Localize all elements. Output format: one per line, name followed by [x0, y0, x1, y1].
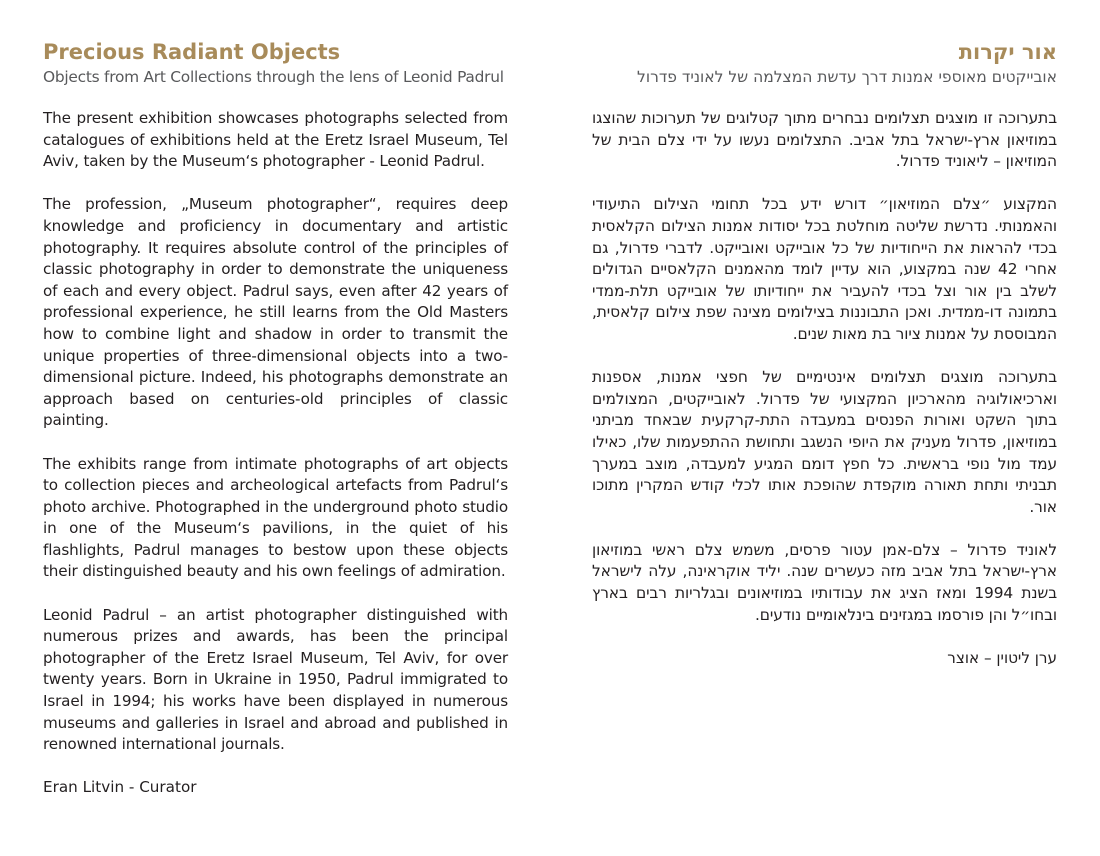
english-signature: Eran Litvin - Curator: [43, 778, 197, 797]
english-paragraph-4: Leonid Padrul – an artist photographer distinguished with numerous prizes and awards, has been the principal photographer of the Eretz Israel Museum, Tel Aviv, for over twenty years. Born in Ukraine in 1950, Padrul immigrated to Israel in 1994; his works have been displayed in numerous museums and galleries in Israel and abroad and published in renowned international journals.: [43, 605, 508, 754]
hebrew-paragraph-1: בתערוכה זו מוצגים תצלומים נבחרים מתוך קטלוגים של תערוכות שהוצגו במוזיאון ארץ-ישראל בתל אביב. התצלומים נעשו על ידי צלם הבית של המוזיאון – ליאוניד פדרול.: [592, 109, 1057, 171]
hebrew-paragraph-2: המקצוע ״צלם המוזיאון״ דורש ידע בכל תחומי הצילום התיעודי והאמנותי. נדרשת שליטה מוחלטת בכל יסודות אמנות הצילום הקלאסית בכדי להראות את הייחודיות של כל אובייקט ואובייקט. לדברי פדרול, גם אחרי 42 שנה במקצוע, הוא עדיין לומד מהאמנים הקלאסיים הגדולים לשלב בין אור וצל בכדי להעביר את ייחודיותו של אובייקט תלת-ממדי בתמונה דו-ממדית. ואכן התבוננות בצילומים מצינה שפת צילום קלאסית, המבוססת על אמנות ציור בת מאות שנים.: [592, 195, 1057, 343]
english-paragraph-3: The exhibits range from intimate photographs of art objects to collection pieces and archeological artefacts from Padrul‘s photo archive. Photographed in the underground photo studio in one of the Museum‘s pavilions, in the quiet of his flashlights, Padrul manages to bestow upon these objects their distinguished beauty and his own feelings of admiration.: [43, 454, 508, 581]
hebrew-column: [592, 38, 1057, 669]
hebrew-subtitle: אובייקטים מאוספי אמנות דרך עדשת המצלמה של לאוניד פדרול: [637, 68, 1057, 86]
english-subtitle: Objects from Art Collections through the lens of Leonid Padrul: [43, 68, 504, 86]
hebrew-paragraph-3: בתערוכה מוצגים תצלומים אינטימיים של חפצי אמנות, אספנות וארכיאולוגיה מהארכיון המקצועי של פדרול. לאובייקטים, המצולמים בתוך השקט ואורות הפנסים במעבדה התת-קרקעית שבאחד מביתני במוזיאון, פדרול מעניק את היופי הנשגב ותחושת ההתפעמות שלו, כאילו עמד מול נופי בראשית. כל חפץ דומם המגיע למעבדה, מוצב במערך תבניתי ותחת תאורה מוקפדת שהופכת אותו לכלי קודש המקרין מתוכו אור.: [592, 368, 1057, 516]
hebrew-paragraph-4: לאוניד פדרול – צלם-אמן עטור פרסים, משמש צלם ראשי במוזיאון ארץ-ישראל בתל אביב מזה כעשרים שנה. יליד אוקראינה, עלה לישראל בשנת 1994 ומאז הציג את עבודותיו במוזיאונים ובגלריות רבים בארץ ובחו״ל והן פורסמו במגזינים בינלאומיים נודעים.: [592, 540, 1057, 624]
english-column: [43, 38, 508, 799]
english-paragraph-2: The profession, „Museum photographer“, requires deep knowledge and proficiency in documentary and artistic photography. It requires absolute control of the principles of classic photography in order to demonstrate the uniqueness of each and every object. Padrul says, even after 42 years of professional experience, he still learns from the Old Masters how to combine light and shadow in order to transmit the unique properties of three-dimensional objects into a two-dimensional picture. Indeed, his photographs demonstrate an approach based on centuries-old principles of classic painting.: [43, 195, 508, 430]
english-paragraph-1: The present exhibition showcases photographs selected from catalogues of exhibitions held at the Eretz Israel Museum, Tel Aviv, taken by the Museum‘s photographer - Leonid Padrul.: [43, 109, 508, 171]
hebrew-title: אור יקרות: [958, 40, 1057, 64]
english-title: Precious Radiant Objects: [43, 40, 341, 64]
hebrew-signature: ערן ליטוין – אוצר: [947, 648, 1057, 667]
